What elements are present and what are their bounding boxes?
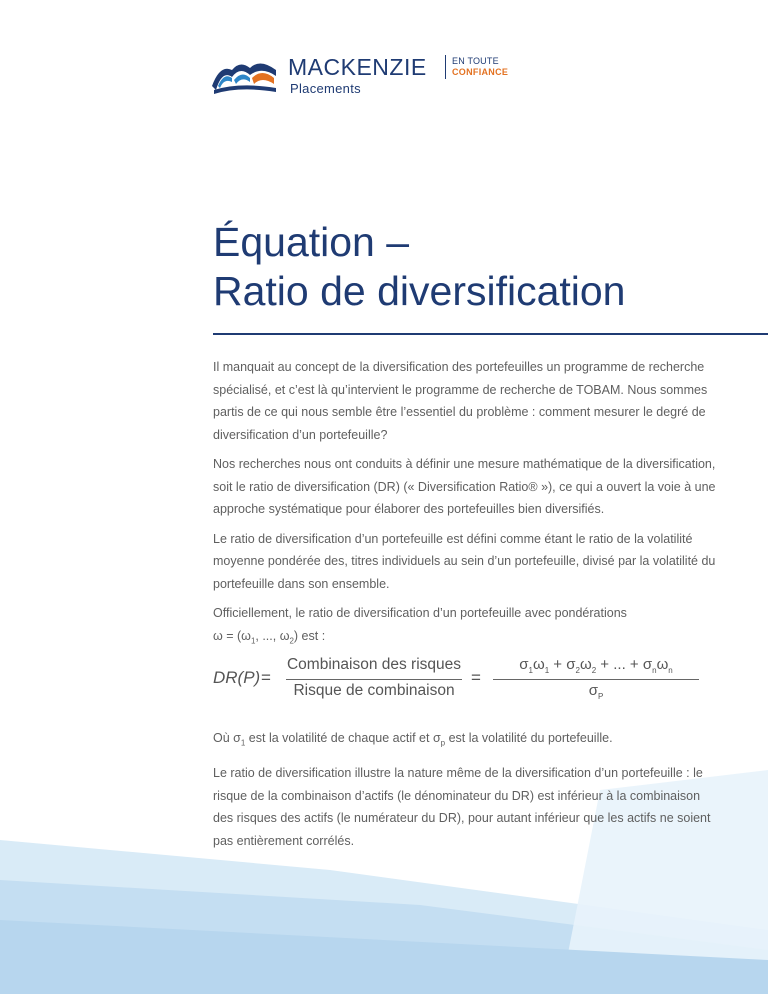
brand-name: MACKENZIE bbox=[288, 54, 427, 80]
fraction-2-denominator: $\sigma_P$ bbox=[588, 682, 604, 701]
diversification-ratio-equation bbox=[213, 652, 713, 708]
page-title bbox=[213, 218, 625, 316]
equation-lhs: DR(P) bbox=[213, 668, 261, 687]
logo-divider bbox=[445, 55, 446, 79]
weights-expression: $\omega = (\omega_1$, ..., $\omega_2$) est : bbox=[213, 628, 326, 645]
where-line: Où $\sigma_1$ est la volatilité de chaque actif et $\sigma_p$ est la volatilité du portefeuille. bbox=[213, 731, 613, 748]
paragraph-4-text: Officiellement, le ratio de diversification d’un portefeuille avec pondérations bbox=[213, 606, 627, 620]
fraction-2-numerator: $\sigma_1\omega_1 + \sigma_2\omega_2$ + ... + $\sigma_n\omega_n$ bbox=[519, 656, 673, 675]
brand-sub: Placements bbox=[290, 81, 361, 96]
paragraph-4 bbox=[213, 602, 718, 653]
explanation-text bbox=[213, 727, 718, 859]
fraction-1-numerator: Combinaison des risques bbox=[286, 656, 462, 673]
title-rule bbox=[213, 333, 768, 335]
closing-paragraph: Le ratio de diversification illustre la nature même de la diversification d’un portefeuille : le risque de la combinaison d’actifs (le dénominateur du DR) est inférieur à la combinaison des risques des actifs (le numérateur du DR), pour autant inférieur que les actifs ne soient pas entièrement corrélés. bbox=[213, 766, 711, 848]
page-title-line-2: Ratio de diversification bbox=[213, 268, 626, 314]
page-title-line-1: Équation – bbox=[213, 219, 410, 265]
brand-tagline-1: EN TOUTE bbox=[452, 56, 499, 66]
fraction-1-denominator: Risque de combinaison bbox=[293, 682, 455, 699]
intro-text bbox=[213, 356, 718, 653]
brand-tagline-2: CONFIANCE bbox=[452, 67, 509, 77]
mackenzie-arches-logo-icon bbox=[210, 56, 280, 94]
equals-sign-2: = bbox=[471, 668, 481, 687]
fraction-1-bar bbox=[286, 679, 462, 680]
paragraph-1: Il manquait au concept de la diversification des portefeuilles un programme de recherche spécialisé, et c’est là qu’intervient le programme de recherche de TOBAM. Nous sommes partis de ce qui nous semble être l’essentiel du problème : comment mesurer le degré de diversification d’un portefeuille? bbox=[213, 360, 708, 442]
paragraph-2: Nos recherches nous ont conduits à définir une mesure mathématique de la diversification, soit le ratio de diversification (DR) (« Diversification Ratio® »), ce qui a ouvert la voie à une approche systématique pour élaborer des portefeuilles bien diversifiés. bbox=[213, 457, 716, 516]
fraction-2-bar bbox=[493, 679, 699, 680]
paragraph-3: Le ratio de diversification d’un portefeuille est défini comme étant le ratio de la volatilité moyenne pondérée des, titres individuels au sein d’un portefeuille, divisé par la volatilité du portefeuille dans son ensemble. bbox=[213, 531, 716, 591]
equals-sign-1: = bbox=[261, 668, 271, 687]
brand-logo bbox=[210, 54, 530, 100]
